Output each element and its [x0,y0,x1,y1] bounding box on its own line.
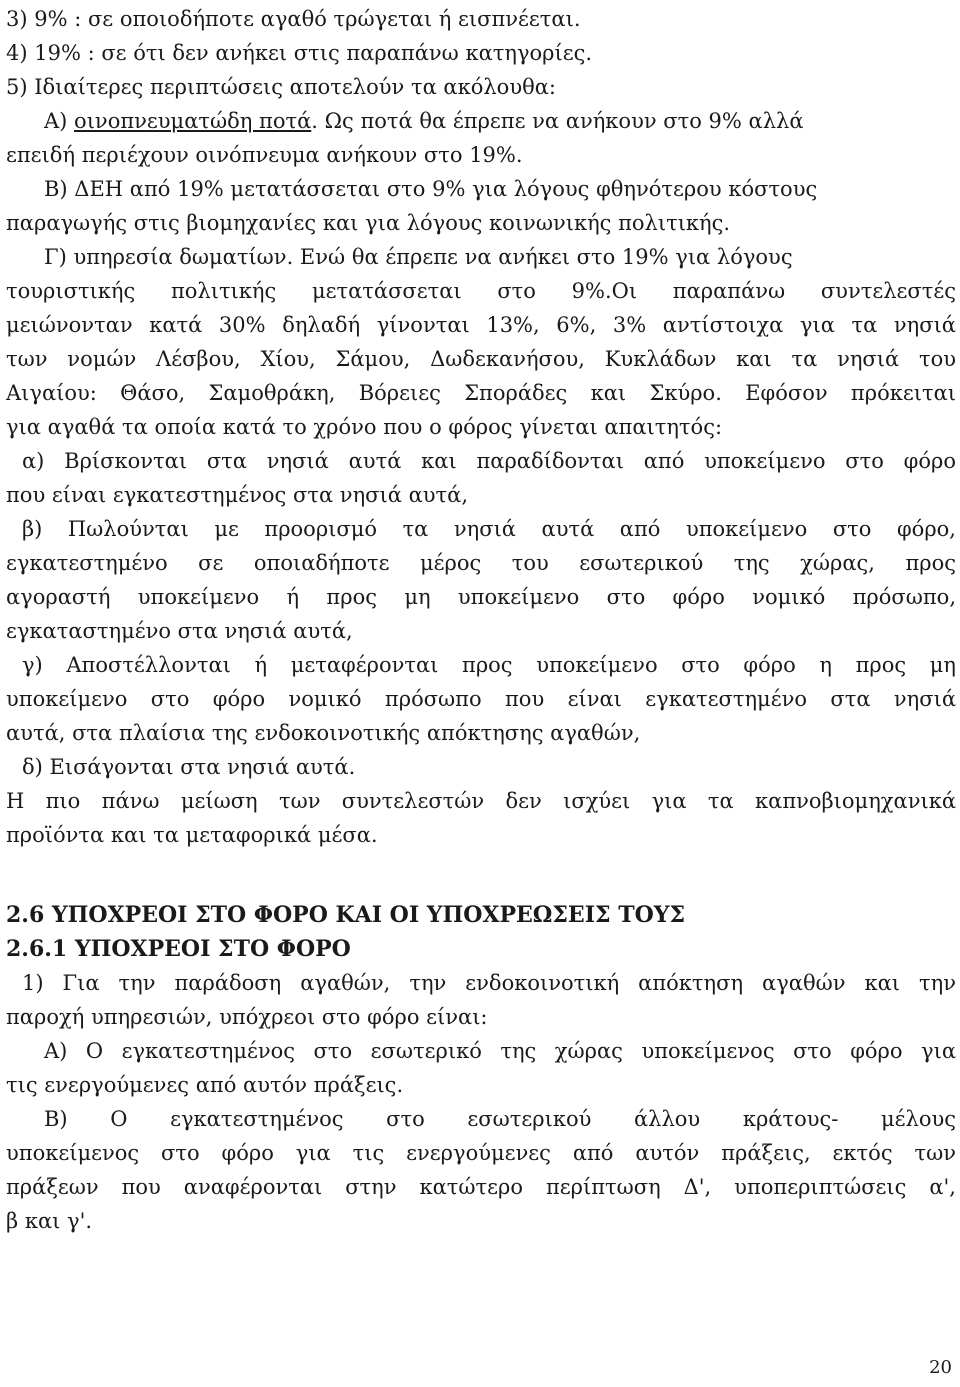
text-line: παροχή υπηρεσιών, υπόχρεοι στο φόρο είναι: [6,1005,488,1029]
text-line: Α) Ο εγκατεστημένος στο εσωτερικό της χώρας υποκείμενος στο φόρο για [44,1039,956,1063]
text-line: Η πιο πάνω μείωση των συντελεστών δεν ισχύει για τα καπνοβιομηχανικά [6,789,956,813]
section-heading: 2.6 ΥΠΟΧΡΕΟΙ ΣΤΟ ΦΟΡΟ ΚΑΙ ΟΙ ΥΠΟΧΡΕΩΣΕΙΣ ΤΟΥΣ [6,902,686,928]
text-line: υποκείμενο στο φόρο νομικό πρόσωπο που είναι εγκατεστημένο στα νησιά [6,687,956,711]
text-line: υποκείμενος στο φόρο για τις ενεργούμενες από αυτόν πράξεις, εκτός των [6,1141,956,1165]
text-line: 4) 19% : σε ότι δεν ανήκει στις παραπάνω κατηγορίες. [6,41,593,65]
text-line: για αγαθά τα οποία κατά το χρόνο που ο φόρος γίνεται απαιτητός: [6,415,723,439]
text-line: των νομών Λέσβου, Χίου, Σάμου, Δωδεκανήσου, Κυκλάδων και τα νησιά του [6,347,956,371]
text-line: δ) Εισάγονται στα νησιά αυτά. [22,755,356,779]
text-line: αγοραστή υποκείμενο ή προς μη υποκείμενο στο φόρο νομικό πρόσωπο, [6,585,956,609]
text-line [44,104,956,138]
text-line: β) Πωλούνται με προορισμό τα νησιά αυτά από υποκείμενο στο φόρο, [22,517,956,541]
page-number: 20 [929,1357,952,1378]
text-line: εγκαταστημένο στα νησιά αυτά, [6,619,353,643]
text-line: προϊόντα και τα μεταφορικά μέσα. [6,823,378,847]
subsection-heading: 2.6.1 ΥΠΟΧΡΕΟΙ ΣΤΟ ΦΟΡΟ [6,936,351,962]
text-line: 5) Ιδιαίτερες περιπτώσεις αποτελούν τα ακόλουθα: [6,75,556,99]
text-line: α) Βρίσκονται στα νησιά αυτά και παραδίδονται από υποκείμενο στο φόρο [22,449,956,473]
text-line: 3) 9% : σε οποιοδήποτε αγαθό τρώγεται ή εισπνέεται. [6,7,581,31]
text-line: τις ενεργούμενες από αυτόν πράξεις. [6,1073,404,1097]
list-marker: Α) [44,109,75,133]
text-line: εγκατεστημένο σε οποιαδήποτε μέρος του εσωτερικού της χώρας, προς [6,551,956,575]
text-line: μειώνονταν κατά 30% δηλαδή γίνονται 13%, 6%, 3% αντίστοιχα για τα νησιά [6,313,956,337]
text-line: Β) ΔΕΗ από 19% μετατάσσεται στο 9% για λόγους φθηνότερου κόστους [44,177,818,201]
text-line: πράξεων που αναφέρονται στην κατώτερο περίπτωση Δ', υποπεριπτώσεις α', [6,1175,956,1199]
text-line: Αιγαίου: Θάσο, Σαμοθράκη, Βόρειες Σποράδες και Σκύρο. Εφόσον πρόκειται [6,381,956,405]
text-line: τουριστικής πολιτικής μετατάσσεται στο 9%.Οι παραπάνω συντελεστές [6,279,956,303]
text-line: που είναι εγκατεστημένος στα νησιά αυτά, [6,483,468,507]
text-line: Β) Ο εγκατεστημένος στο εσωτερικού άλλου κράτους- μέλους [44,1107,956,1131]
underlined-term: οινοπνευματώδη ποτά [74,109,312,133]
text-line: παραγωγής στις βιομηχανίες και για λόγους κοινωνικής πολιτικής. [6,211,731,235]
text-line: β και γ'. [6,1209,93,1233]
text-line: Γ) υπηρεσία δωματίων. Ενώ θα έπρεπε να ανήκει στο 19% για λόγους [44,245,793,269]
text-line: επειδή περιέχουν οινόπνευμα ανήκουν στο 19%. [6,143,523,167]
text-fragment: . Ως ποτά θα έπρεπε να ανήκουν στο 9% αλλά [311,109,804,133]
text-line: γ) Αποστέλλονται ή μεταφέρονται προς υποκείμενο στο φόρο η προς μη [22,653,956,677]
text-line: 1) Για την παράδοση αγαθών, την ενδοκοινοτική απόκτηση αγαθών και την [22,971,956,995]
text-line: αυτά, στα πλαίσια της ενδοκοινοτικής απόκτησης αγαθών, [6,721,641,745]
